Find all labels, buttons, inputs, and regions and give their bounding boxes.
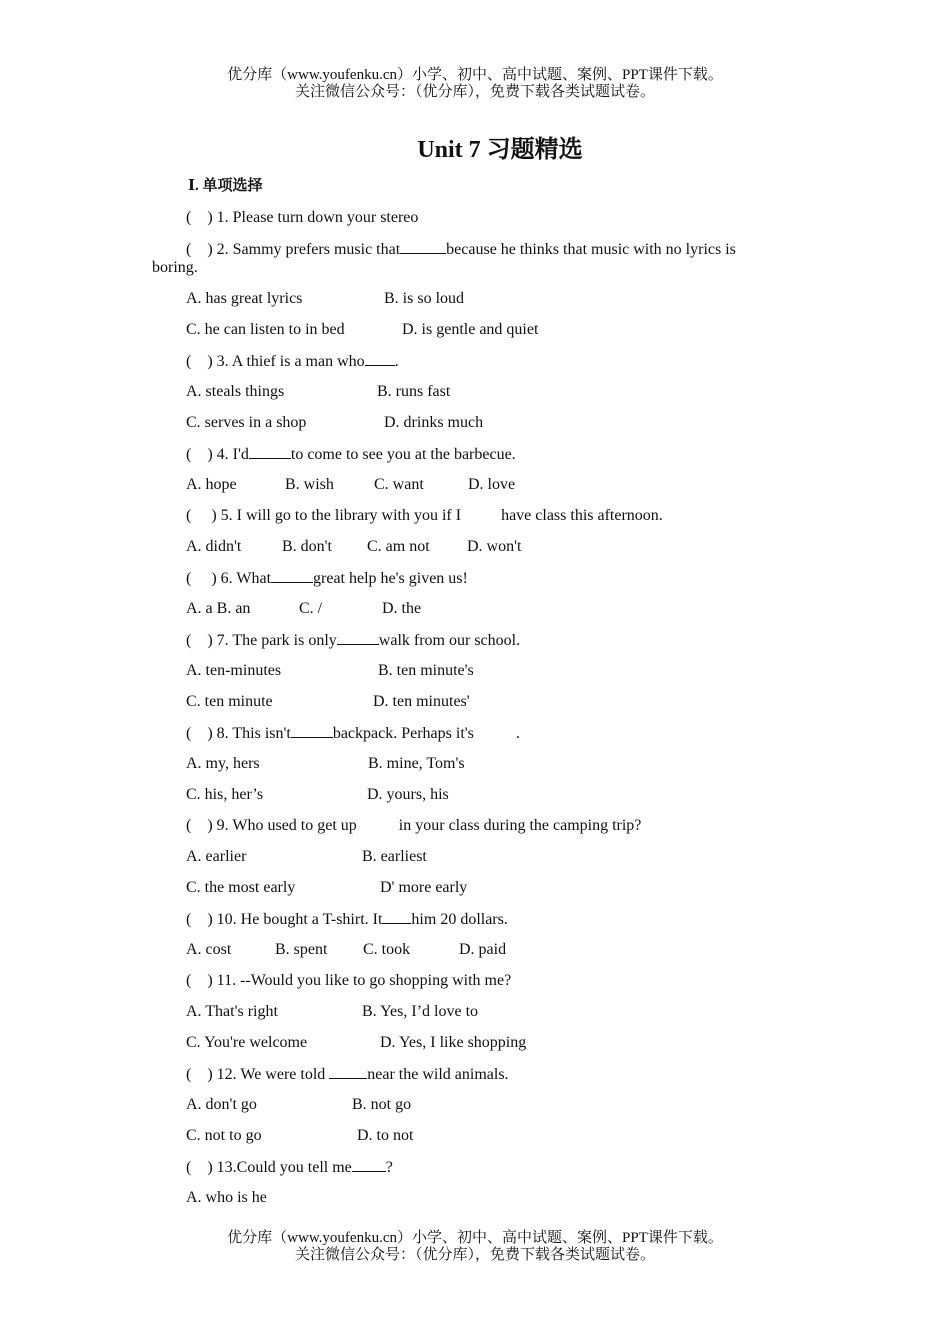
option-b: B. earliest xyxy=(362,848,427,865)
option-a: A. ten-minutes xyxy=(186,662,282,679)
question-9-options-cd xyxy=(0,878,950,909)
answer-blank xyxy=(271,568,313,583)
option-a: A. hope xyxy=(186,476,237,493)
option-d: D' more early xyxy=(380,879,468,896)
option-b: B. is so loud xyxy=(384,290,465,307)
question-9-options-ab xyxy=(0,847,950,878)
option-a: A. don't go xyxy=(186,1096,257,1113)
question-8-stem: ) 8. This isn't xyxy=(191,725,291,742)
option-b: B. mine, Tom's xyxy=(368,755,465,772)
question-7-stem: ) 7. The park is only xyxy=(191,632,337,649)
question-4-stem: ) 4. I'd xyxy=(191,446,249,463)
answer-blank xyxy=(352,1157,386,1172)
footer-line-2: 关注微信公众号：（优分库），免费下载各类试题试卷。 xyxy=(294,1247,655,1263)
question-1-text: ) 1. Please turn down your stereo xyxy=(191,209,419,226)
question-3-options-cd xyxy=(0,413,950,444)
question-2-continuation: boring. xyxy=(152,259,198,276)
option-c: C. the most early xyxy=(186,879,296,896)
question-paren: ( xyxy=(186,209,192,226)
option-d: D. Yes, I like shopping xyxy=(380,1034,527,1051)
option-c: C. want xyxy=(374,476,424,493)
question-10 xyxy=(0,909,950,940)
option-d: D. paid xyxy=(459,941,507,958)
question-8-options-ab xyxy=(0,754,950,785)
question-1 xyxy=(0,208,950,239)
answer-blank xyxy=(249,444,291,459)
question-12-options-ab xyxy=(0,1095,950,1126)
option-a-b: A. a B. an xyxy=(186,600,251,617)
question-4-options xyxy=(0,475,950,506)
question-paren: ( xyxy=(186,353,192,370)
question-8-options-cd xyxy=(0,785,950,816)
question-10-options xyxy=(0,940,950,971)
option-a: A. who is he xyxy=(186,1189,267,1206)
question-paren: ( xyxy=(186,817,192,834)
page-header xyxy=(0,67,950,101)
question-3-stem: ) 3. A thief is a man who xyxy=(191,353,365,370)
option-d: D. to not xyxy=(357,1127,414,1144)
answer-blank xyxy=(382,909,411,924)
question-8-stem-end: . xyxy=(515,725,520,742)
footer-line-1: 优分库（www.youfenku.cn）小学、初中、高中试题、案例、PPT课件下载。 xyxy=(227,1230,723,1246)
question-5-options xyxy=(0,537,950,568)
question-10-stem: ) 10. He bought a T-shirt. It xyxy=(191,911,383,928)
question-paren: ( xyxy=(186,632,192,649)
option-b: B. Yes, I’d love to xyxy=(362,1003,479,1020)
question-5-stem-end: have class this afternoon. xyxy=(501,507,663,524)
question-paren: ( xyxy=(186,507,192,524)
option-d: D. yours, his xyxy=(367,786,449,803)
option-c: C. took xyxy=(363,941,411,958)
option-b: B. ten minute's xyxy=(378,662,474,679)
question-13 xyxy=(0,1157,950,1188)
option-a: A. has great lyrics xyxy=(186,290,303,307)
question-12-options-cd xyxy=(0,1126,950,1157)
question-2-stem: ) 2. Sammy prefers music that xyxy=(191,241,401,258)
question-5-stem: ) 5. I will go to the library with you if I xyxy=(191,507,462,524)
option-b: B. spent xyxy=(275,941,328,958)
header-line-2: 关注微信公众号：（优分库），免费下载各类试题试卷。 xyxy=(294,84,655,100)
header-line-1: 优分库（www.youfenku.cn）小学、初中、高中试题、案例、PPT课件下载。 xyxy=(227,67,723,83)
option-d: D. ten minutes' xyxy=(373,693,470,710)
question-9-stem-end: in your class during the camping trip? xyxy=(398,817,642,834)
question-paren: ( xyxy=(186,1066,192,1083)
option-d: D. the xyxy=(382,600,422,617)
question-3-options-ab xyxy=(0,382,950,413)
question-8 xyxy=(0,723,950,754)
question-8-stem-middle: backpack. Perhaps it's xyxy=(332,725,474,742)
question-6-stem: ) 6. What xyxy=(191,570,272,587)
question-paren: ( xyxy=(186,911,192,928)
question-6-options xyxy=(0,599,950,630)
question-12 xyxy=(0,1064,950,1095)
question-11-options-cd xyxy=(0,1033,950,1064)
question-12-stem: ) 12. We were told xyxy=(191,1066,330,1083)
question-13-stem-end: ? xyxy=(385,1159,393,1176)
option-d: D. love xyxy=(468,476,516,493)
question-2 xyxy=(0,239,950,289)
option-d: D. won't xyxy=(467,538,522,555)
page-footer xyxy=(0,1230,950,1264)
question-paren: ( xyxy=(186,972,192,989)
question-2-options-cd xyxy=(0,320,950,351)
option-d: D. is gentle and quiet xyxy=(402,321,539,338)
question-paren: ( xyxy=(186,725,192,742)
question-11 xyxy=(0,971,950,1002)
option-b: B. wish xyxy=(285,476,334,493)
option-c: C. his, her’s xyxy=(186,786,264,803)
answer-blank xyxy=(291,723,333,738)
question-7-options-ab xyxy=(0,661,950,692)
page-title: Unit 7 习题精选 xyxy=(417,137,583,163)
option-b: B. not go xyxy=(352,1096,412,1113)
option-c: C. am not xyxy=(367,538,430,555)
answer-blank xyxy=(400,239,446,254)
question-4 xyxy=(0,444,950,475)
question-9-stem: ) 9. Who used to get up xyxy=(191,817,357,834)
option-c: C. / xyxy=(299,600,323,617)
answer-blank xyxy=(329,1064,367,1079)
question-paren: ( xyxy=(186,1159,192,1176)
option-a: A. didn't xyxy=(186,538,242,555)
option-c: C. not to go xyxy=(186,1127,262,1144)
option-c: C. You're welcome xyxy=(186,1034,308,1051)
answer-blank xyxy=(337,630,379,645)
question-11-options-ab xyxy=(0,1002,950,1033)
question-12-stem-end: near the wild animals. xyxy=(367,1066,509,1083)
question-6 xyxy=(0,568,950,599)
option-b: B. runs fast xyxy=(377,383,451,400)
option-c: C. serves in a shop xyxy=(186,414,307,431)
question-7-options-cd xyxy=(0,692,950,723)
question-list xyxy=(0,208,950,1219)
option-b: B. don't xyxy=(282,538,332,555)
option-a: A. That's right xyxy=(186,1003,278,1020)
question-2-options-ab xyxy=(0,289,950,320)
option-d: D. drinks much xyxy=(384,414,484,431)
question-paren: ( xyxy=(186,241,192,258)
question-7-stem-end: walk from our school. xyxy=(378,632,521,649)
question-9 xyxy=(0,816,950,847)
question-6-stem-end: great help he's given us! xyxy=(313,570,468,587)
option-a: A. cost xyxy=(186,941,232,958)
question-13-options xyxy=(0,1188,950,1219)
question-paren: ( xyxy=(186,570,192,587)
option-c: C. he can listen to in bed xyxy=(186,321,345,338)
question-3 xyxy=(0,351,950,382)
question-2-stem-end: because he thinks that music with no lyrics is xyxy=(446,241,736,258)
option-a: A. my, hers xyxy=(186,755,260,772)
question-13-stem: ) 13.Could you tell me xyxy=(191,1159,352,1176)
answer-blank xyxy=(365,351,395,366)
question-paren: ( xyxy=(186,446,192,463)
question-10-stem-end: him 20 dollars. xyxy=(411,911,508,928)
section-heading: Ⅰ. 单项选择 xyxy=(188,178,263,194)
question-11-text: ) 11. --Would you like to go shopping with me? xyxy=(191,972,512,989)
option-a: A. earlier xyxy=(186,848,247,865)
option-c: C. ten minute xyxy=(186,693,273,710)
question-3-stem-end: . xyxy=(394,353,399,370)
question-5 xyxy=(0,506,950,537)
option-a: A. steals things xyxy=(186,383,285,400)
question-7 xyxy=(0,630,950,661)
question-4-stem-end: to come to see you at the barbecue. xyxy=(290,446,516,463)
